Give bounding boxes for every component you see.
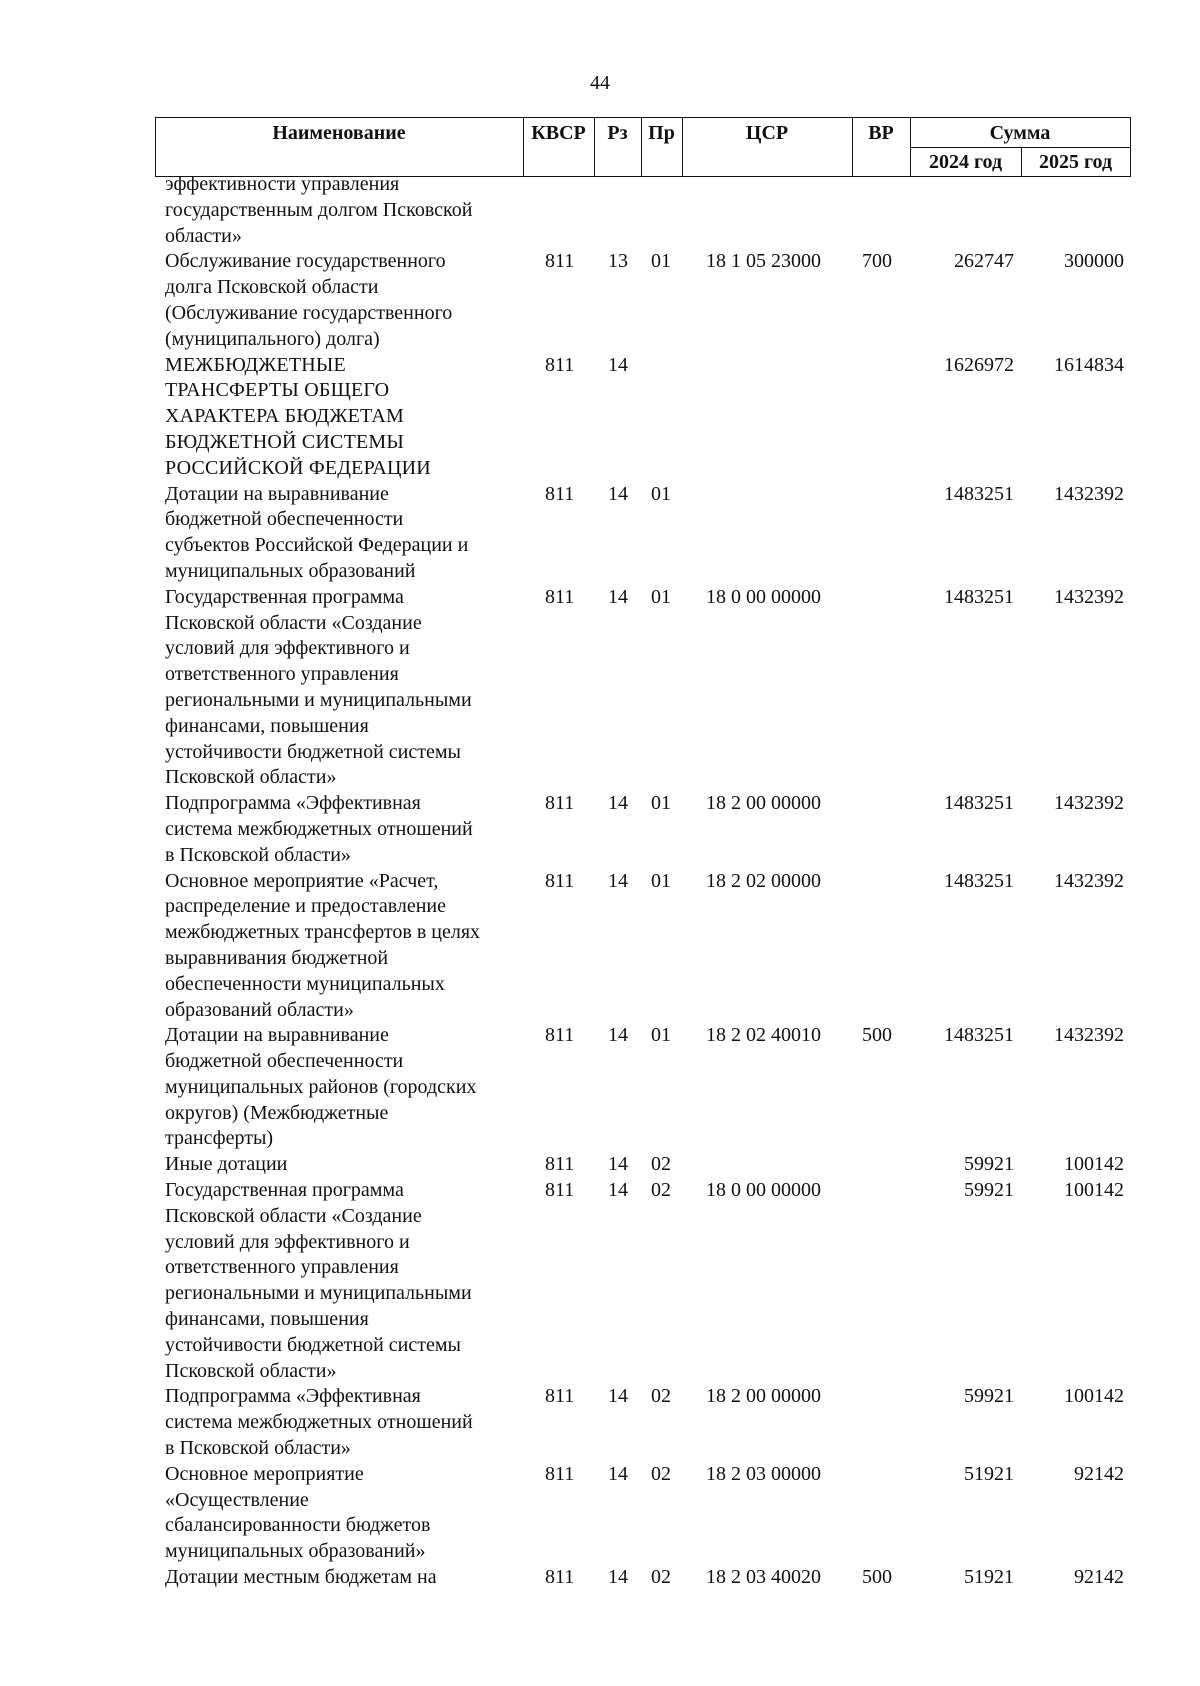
row-kvsr: 811 [545,1462,575,1485]
row-name: Основное мероприятие «Расчет, распределение и предоставление межбюджетных трансфертов в целях выравнивания бюджетной обеспеченности муниципальных образований области» [165,869,481,1021]
row-csr: 18 0 00 00000 [706,585,821,608]
row-rz: 14 [608,482,628,505]
row-sum-2025: 1432392 [1054,482,1124,505]
header-vr: ВР [868,122,894,144]
row-pr: 01 [651,585,671,608]
row-rz: 14 [608,792,628,815]
row-pr: 01 [651,250,671,273]
row-sum-2025: 1614834 [1054,353,1124,376]
table-row [0,353,1200,482]
row-rz: 14 [608,353,628,376]
row-kvsr: 811 [545,1153,575,1176]
row-sum-2025: 100142 [1064,1385,1124,1408]
row-sum-2024: 1483251 [944,869,1014,892]
row-sum-2024: 51921 [964,1462,1014,1485]
row-sum-2024: 1483251 [944,482,1014,505]
header-pr: Пр [648,122,675,144]
row-name: Основное мероприятие «Осуществление сбалансированности бюджетов муниципальных образований» [165,1462,431,1563]
row-vr: 500 [862,1024,892,1047]
row-pr: 02 [651,1153,671,1176]
table-row [0,249,1200,352]
row-sum-2025: 1432392 [1054,792,1124,815]
row-sum-2024: 59921 [964,1385,1014,1408]
row-rz: 13 [608,250,628,273]
table-row [0,1178,1200,1384]
row-csr: 18 2 03 00000 [706,1462,821,1485]
row-pr: 01 [651,1024,671,1047]
row-vr: 500 [862,1566,892,1589]
table-row [0,1023,1200,1152]
row-kvsr: 811 [545,792,575,815]
row-sum-2024: 59921 [964,1179,1014,1202]
row-csr: 18 0 00 00000 [706,1179,821,1202]
row-pr: 01 [651,792,671,815]
header-sum: Сумма [989,122,1051,144]
table-row [0,1152,1200,1178]
table-body [0,172,1200,1591]
row-sum-2024: 59921 [964,1153,1014,1176]
row-sum-2024: 262747 [954,250,1014,273]
row-rz: 14 [608,869,628,892]
row-kvsr: 811 [545,1179,575,1202]
row-name: Дотации на выравнивание бюджетной обеспеченности субъектов Российской Федерации и муниципальных образований [165,482,469,582]
table-row [0,1565,1200,1591]
row-rz: 14 [608,1385,628,1408]
row-kvsr: 811 [545,1566,575,1589]
row-name: Государственная программа Псковской области «Создание условий для эффективного и ответственного управления региональными и муниципальными финансами, повышения устойчивости бюджетной системы Псковской области» [165,1179,472,1382]
row-sum-2024: 1483251 [944,1024,1014,1047]
row-sum-2024: 1626972 [944,353,1014,376]
row-name: Дотации местным бюджетам на [165,1566,437,1589]
table-row [0,482,1200,585]
row-pr: 01 [651,482,671,505]
row-sum-2025: 100142 [1064,1179,1124,1202]
table-row [0,172,1200,249]
row-sum-2025: 92142 [1074,1462,1124,1485]
row-sum-2025: 1432392 [1054,869,1124,892]
row-name: МЕЖБЮДЖЕТНЫЕ ТРАНСФЕРТЫ ОБЩЕГО ХАРАКТЕРА БЮДЖЕТАМ БЮДЖЕТНОЙ СИСТЕМЫ РОССИЙСКОЙ ФЕДЕРАЦИИ [165,353,431,479]
row-name: Обслуживание государственного долга Псковской области (Обслуживание государственного (муниципального) долга) [165,250,453,350]
row-sum-2025: 100142 [1064,1153,1124,1176]
header-rz: Рз [607,122,628,144]
row-name: Государственная программа Псковской области «Создание условий для эффективного и ответственного управления региональными и муниципальными финансами, повышения устойчивости бюджетной системы Псковской области» [165,585,472,789]
row-sum-2025: 1432392 [1054,585,1124,608]
row-csr: 18 2 00 00000 [706,1385,821,1408]
table-row [0,791,1200,868]
row-pr: 02 [651,1462,671,1485]
row-kvsr: 811 [545,482,575,505]
row-sum-2025: 92142 [1074,1566,1124,1589]
row-pr: 01 [651,869,671,892]
row-sum-2024: 1483251 [944,585,1014,608]
row-sum-2025: 300000 [1064,250,1124,273]
row-csr: 18 2 02 40010 [706,1024,821,1047]
table-row [0,585,1200,791]
row-kvsr: 811 [545,585,575,608]
row-name: Дотации на выравнивание бюджетной обеспеченности муниципальных районов (городских округов) (Межбюджетные трансферты) [165,1024,477,1150]
row-rz: 14 [608,1024,628,1047]
row-rz: 14 [608,1179,628,1202]
row-pr: 02 [651,1385,671,1408]
header-year-2025: 2025 год [1038,151,1113,173]
row-kvsr: 811 [545,1385,575,1408]
header-kvsr: КВСР [531,122,586,144]
row-csr: 18 2 03 40020 [706,1566,821,1589]
row-kvsr: 811 [545,869,575,892]
row-pr: 02 [651,1179,671,1202]
row-vr: 700 [862,250,892,273]
table-row [0,1462,1200,1565]
row-sum-2025: 1432392 [1054,1024,1124,1047]
row-name: эффективности управления государственным долгом Псковской области» [165,173,473,247]
header-name: Наименование [272,122,406,144]
header-year-2024: 2024 год [928,151,1003,173]
row-name: Подпрограмма «Эффективная система межбюджетных отношений в Псковской области» [165,1385,473,1460]
table-row [0,869,1200,1024]
row-kvsr: 811 [545,250,575,273]
row-rz: 14 [608,1462,628,1485]
header-csr: ЦСР [745,122,789,144]
row-sum-2024: 1483251 [944,792,1014,815]
row-kvsr: 811 [545,1024,575,1047]
header-divider [1130,118,1131,176]
table-row [0,1384,1200,1461]
row-rz: 14 [608,1566,628,1589]
page-number: 44 [590,72,610,94]
table-header [155,117,1131,177]
row-rz: 14 [608,585,628,608]
row-csr: 18 2 00 00000 [706,792,821,815]
row-name: Иные дотации [165,1153,288,1176]
row-name: Подпрограмма «Эффективная система межбюджетных отношений в Псковской области» [165,792,473,866]
row-sum-2024: 51921 [964,1566,1014,1589]
row-csr: 18 1 05 23000 [706,250,821,273]
row-pr: 02 [651,1566,671,1589]
row-kvsr: 811 [545,353,575,376]
row-csr: 18 2 02 00000 [706,869,821,892]
row-rz: 14 [608,1153,628,1176]
